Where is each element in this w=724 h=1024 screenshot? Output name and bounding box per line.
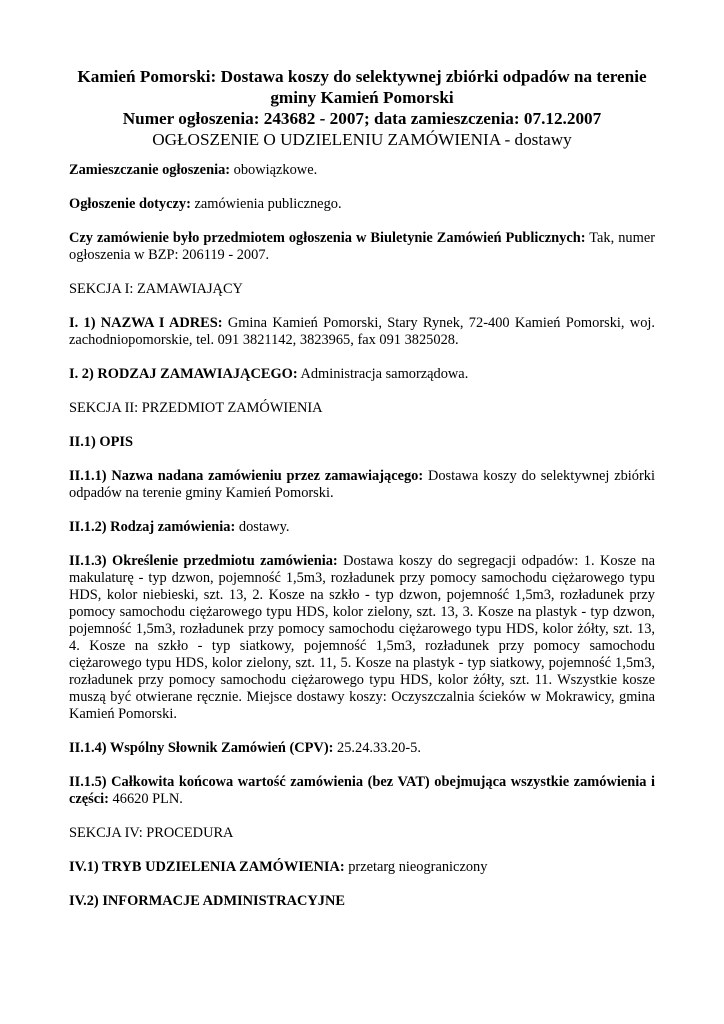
title-line-2: Numer ogłoszenia: 243682 - 2007; data zamieszczenia: 07.12.2007	[122, 109, 602, 128]
field-cpv	[69, 740, 655, 757]
section-2-heading: SEKCJA II: PRZEDMIOT ZAMÓWIENIA	[69, 400, 323, 416]
field-informacje-administracyjne	[69, 893, 655, 910]
field-value: Tak, numer ogłoszenia w BZP: 206119 - 2007.	[69, 230, 656, 263]
field-wartosc	[69, 774, 655, 808]
field-label: IV.1) TRYB UDZIELENIA ZAMÓWIENIA:	[69, 859, 345, 875]
field-label: II.1) OPIS	[69, 434, 133, 450]
field-label: II.1.3) Określenie przedmiotu zamówienia:	[69, 553, 338, 569]
field-biuletyn	[69, 230, 655, 264]
field-zamieszczanie	[69, 162, 655, 179]
field-label: I. 2) RODZAJ ZAMAWIAJĄCEGO:	[69, 366, 298, 382]
document-body	[69, 162, 655, 910]
field-value: Administracja samorządowa.	[297, 366, 469, 382]
field-value: obowiązkowe.	[230, 162, 318, 178]
field-value: 25.24.33.20-5.	[333, 740, 421, 756]
field-label: II.1.2) Rodzaj zamówienia:	[69, 519, 236, 535]
field-przedmiot-zamowienia	[69, 553, 655, 723]
field-value: przetarg nieograniczony	[344, 859, 488, 875]
field-label: II.1.4) Wspólny Słownik Zamówień (CPV):	[69, 740, 334, 756]
field-dotyczy	[69, 196, 655, 213]
field-value: Dostawa koszy do segregacji odpadów: 1. Kosze na makulaturę - typ dzwon, pojemność 1,5m3, rozładunek przy pomocy samochodu ciężarowego typu HDS, kolor niebieski, szt. 13, 2. Kosze na szkło - typ dzwon, pojemność 1,5m3, rozładunek przy pomocy samochodu ciężarowego typu HDS, kolor zielony, szt. 13, 3. Kosze na plastyk - typ dzwon, pojemność 1,5m3, rozładunek przy pomocy samochodu ciężarowego typu HDS, kolor żółty, szt. 13, 4. Kosze na szkło - typ siatkowy, pojemność 1,5m3, rozładunek przy pomocy samochodu ciężarowego typu HDS, kolor zielony, szt. 11, 5. Kosze na plastyk - typ siatkowy, pojemność 1,5m3, rozładunek przy pomocy samochodu ciężarowego typu HDS, kolor żółty, szt. 11. Wszystkie kosze muszą być otwierane ręcznie. Miejsce dostawy koszy: Oczyszczalnia ścieków w Mokrawicy, gmina Kamień Pomorski.	[69, 553, 655, 722]
title-line-1: Kamień Pomorski: Dostawa koszy do selektywnej zbiórki odpadów na terenie gminy Kamień Pomorski	[77, 67, 647, 107]
document-title	[69, 66, 655, 150]
field-label: II.1.1) Nazwa nadana zamówieniu przez zamawiającego:	[69, 468, 424, 484]
field-nazwa-zamowienia	[69, 468, 655, 502]
section-4-heading: SEKCJA IV: PROCEDURA	[69, 825, 234, 841]
title-line-3: OGŁOSZENIE O UDZIELENIU ZAMÓWIENIA - dostawy	[152, 130, 572, 149]
field-label: Zamieszczanie ogłoszenia:	[69, 162, 231, 178]
field-value: zamówienia publicznego.	[190, 196, 342, 212]
document-page	[69, 66, 655, 927]
field-rodzaj-zamawiajacego	[69, 366, 655, 383]
field-label: IV.2) INFORMACJE ADMINISTRACYJNE	[69, 893, 345, 909]
field-nazwa-adres	[69, 315, 655, 349]
field-value: dostawy.	[235, 519, 290, 535]
field-label: I. 1) NAZWA I ADRES:	[69, 315, 223, 331]
field-value: 46620 PLN.	[108, 791, 183, 807]
field-label: Czy zamówienie było przedmiotem ogłoszenia w Biuletynie Zamówień Publicznych:	[69, 230, 586, 246]
field-value: Dostawa koszy do selektywnej zbiórki odpadów na terenie gminy Kamień Pomorski.	[69, 468, 655, 501]
field-label: Ogłoszenie dotyczy:	[69, 196, 191, 212]
field-value: Gmina Kamień Pomorski, Stary Rynek, 72-400 Kamień Pomorski, woj. zachodniopomorskie, tel. 091 3821142, 3823965, fax 091 3825028.	[69, 315, 655, 348]
field-rodzaj-zamowienia	[69, 519, 655, 536]
field-label: II.1.5) Całkowita końcowa wartość zamówienia (bez VAT) obejmująca wszystkie zamówienia i części:	[69, 774, 655, 807]
field-opis	[69, 434, 655, 451]
section-1-heading: SEKCJA I: ZAMAWIAJĄCY	[69, 281, 243, 297]
field-tryb	[69, 859, 655, 876]
